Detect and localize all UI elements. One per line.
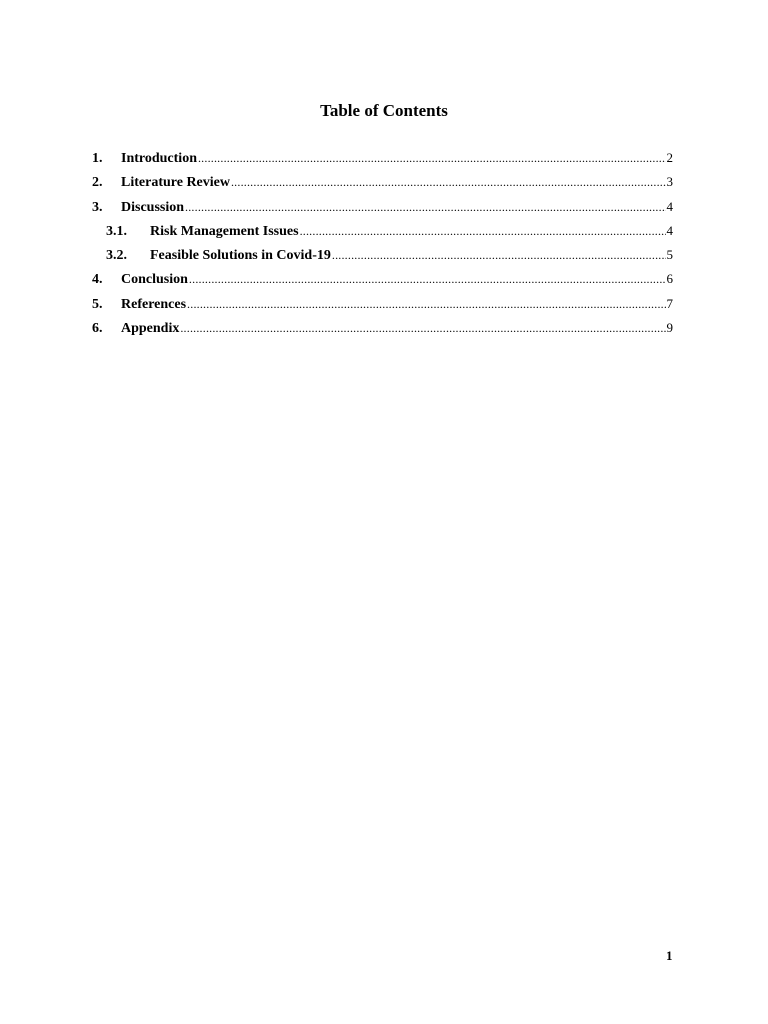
toc-entry-introduction[interactable] [92,148,673,172]
toc-dot-leader [231,172,666,192]
toc-dot-leader [187,294,665,314]
toc-entry-label: Feasible Solutions in Covid-19 [150,248,331,264]
toc-entry-page: 5 [666,247,673,263]
toc-entry-page: 6 [666,271,673,287]
toc-entry-references[interactable] [92,294,673,318]
toc-entry-page: 9 [666,320,673,336]
toc-entry-number: 1. [92,151,103,166]
page-number: 1 [666,948,673,963]
toc-dot-leader [198,148,666,168]
toc-entry-number: 2. [92,175,103,191]
toc-entry-label: Introduction [121,151,197,166]
toc-entry-page: 4 [666,198,673,214]
toc-entry-number: 4. [92,272,103,288]
toc-entry-page: 3 [666,174,673,190]
toc-entry-conclusion[interactable] [92,269,673,293]
toc-entry-label: Conclusion [121,272,188,288]
toc-dot-leader [332,245,666,265]
toc-entry-label: Appendix [121,321,180,337]
toc-dot-leader [180,318,665,338]
toc-heading: Table of Contents [320,101,448,120]
toc-dot-leader [189,269,666,289]
toc-entry-page: 2 [666,150,673,165]
toc-entry-label: Discussion [121,199,185,215]
toc-entry-number: 3. [92,199,103,215]
toc-dot-leader [300,221,666,241]
toc-entry-feasible-solutions[interactable] [92,245,673,269]
toc-entry-page: 7 [666,295,673,311]
toc-entry-label: References [121,296,187,312]
toc-list [92,148,673,342]
toc-entry-page: 4 [666,222,673,238]
toc-entry-risk-management-issues[interactable] [92,221,673,245]
toc-entry-number: 3.1. [106,223,127,239]
toc-entry-literature-review[interactable] [92,172,673,196]
toc-entry-label: Literature Review [121,175,230,191]
toc-entry-number: 6. [92,321,103,337]
toc-entry-number: 5. [92,296,103,312]
toc-dot-leader [185,197,665,217]
toc-entry-label: Risk Management Issues [150,223,299,239]
toc-entry-discussion[interactable] [92,197,673,221]
toc-entry-appendix[interactable] [92,318,673,342]
toc-entry-number: 3.2. [106,248,127,264]
